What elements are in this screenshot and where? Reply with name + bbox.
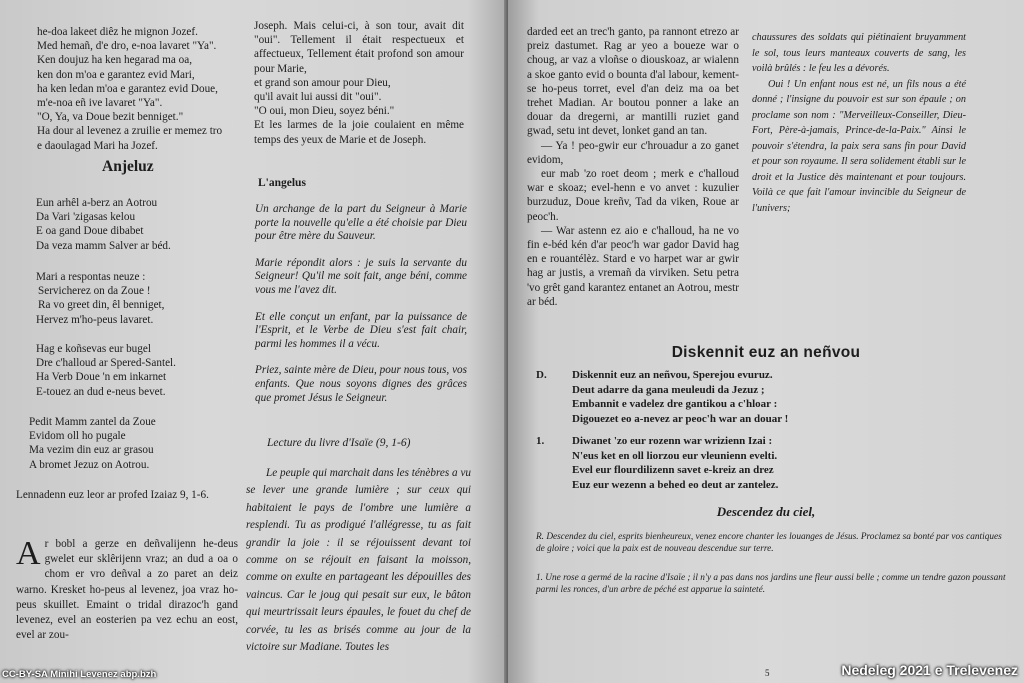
verse-label: 1. bbox=[536, 435, 545, 447]
line: et grand son amour pour Dieu, bbox=[254, 76, 391, 89]
right-page bbox=[508, 0, 1024, 683]
line: he-doa lakeet diêz he mignon Jozef. bbox=[37, 26, 198, 38]
paragraph: chaussures des soldats qui piétinaient bruyamment le sol, tous leurs manteaux couverts de sang, les voilà brûlés : le feu les a dévorés. bbox=[752, 32, 966, 74]
verse-1-french: 1. Une rose a germé de la racine d'Isaïe ; il n'y a pas dans nos jardins une fleur aussi belle ; comme un tendre gazon poussant parmi les ronces, d'un arbre de péché est apparue la sainteté. bbox=[536, 573, 1006, 595]
anjeluz-stanza-3 bbox=[36, 342, 176, 399]
paragraph: — War astenn ez aio e c'halloud, ha ne vo fin e-béd kén d'ar peoc'h war gador David hag en e rouantélèz. Stard e vo harpet war ar gwir hag ar justis, a vremañ da virviken. Setu petra 'vo grêt gand karantez entanet an Aotrou, mestr ar béd. bbox=[527, 224, 739, 308]
intro-lines bbox=[37, 25, 237, 153]
line: Ma vezim din euz ar grasou bbox=[29, 444, 154, 457]
left-column-breton bbox=[37, 25, 237, 153]
line: Evel eur flourdilizenn savet e-kreiz an drez bbox=[572, 464, 774, 477]
verse-label: D. bbox=[536, 369, 547, 381]
line: Diskennit euz an neñvou, Sperejou evuruz. bbox=[572, 369, 773, 381]
paragraph: Priez, sainte mère de Dieu, pour nous tous, vos enfants. Que nous soyons dignes des grâces que promet Jésus le Seigneur. bbox=[255, 364, 467, 404]
song-title-french: Descendez du ciel, bbox=[716, 504, 816, 519]
license-credit: CC-BY-SA Minihi Levenez abp.bzh bbox=[2, 669, 157, 680]
left-column-french-top bbox=[254, 19, 464, 147]
line: e daoulagad Mari ha Jozef. bbox=[37, 139, 158, 152]
paragraph: Et les larmes de la joie coulaient en même temps des yeux de Marie et de Joseph. bbox=[254, 119, 464, 146]
anjeluz-stanza-4 bbox=[29, 415, 156, 472]
reading-text-french: Le peuple qui marchait dans les ténèbres a vu se lever une grande lumière ; sur ceux qui habitaient le pays de l'ombre une lumière a resplendi. Tu as prodigué l'allégresse, tu as fait grandir la joie : il se réjouissent devant toi comme on se réjouit en faisant la moisson, comme on exulte en partageant les dépouilles des vaincus. Car le joug qui pesait sur eux, le bâton qui meurtrissait leurs épaules, le fouet du chef de corvée, tu les as brisés comme au jour de la victoire sur Madiane. Toutes les bbox=[246, 467, 471, 654]
line: Eun arhêl a-berz an Aotrou bbox=[36, 197, 158, 209]
line: A bromet Jezuz on Aotrou. bbox=[29, 458, 150, 471]
angelus-french bbox=[255, 203, 467, 405]
line: Evidom oll ho pugale bbox=[29, 430, 126, 443]
line: E oa gand Doue dibabet bbox=[36, 225, 144, 238]
reading-text-breton bbox=[16, 537, 238, 643]
line: Diwanet 'zo eur rozenn war wrizienn Izai : bbox=[572, 435, 773, 447]
line: N'eus ket en oll liorzou eur vleunienn evelti. bbox=[572, 449, 778, 462]
right-column-breton bbox=[527, 25, 739, 309]
line: "O oui, mon Dieu, soyez béni." bbox=[254, 105, 395, 118]
line: Deut adarre da gana meuleudi da Jezuz ; bbox=[572, 383, 765, 396]
section-heading-anjeluz: Anjeluz bbox=[102, 158, 154, 175]
section-heading-angelus: L'angelus bbox=[258, 177, 306, 189]
verse-lines bbox=[572, 434, 778, 492]
page-number: 5 bbox=[765, 668, 770, 678]
line: Da Vari 'zigasas kelou bbox=[36, 211, 136, 224]
paragraph: eur mab 'zo roet deom ; merk e c'halloud war e skoaz; evel-henn e vo anvet : kuzulier burzuduz, Doue kreñv, Tad da viken, Roue ar peoc'h. bbox=[527, 168, 739, 223]
paragraph: Oui ! Un enfant nous est né, un fils nous a été donné ; l'insigne du pouvoir est sur son épaule ; on proclame son nom : "Merveilleux-Conseiller, Dieu-Fort, Père-à-jamais, Prince-de-la-Paix." Ainsi le pouvoir s'étendra, la paix sera sans fin pour David et pour son royaume. Il sera solidement établi sur le droit et la Justice dès maintenant et pour toujours. Voilà ce que fait l'amour invincible du Seigneur de l'univers; bbox=[752, 78, 966, 214]
reading-intro-breton: Lennadenn euz leor ar profed Izaiaz 9, 1-6. bbox=[16, 489, 209, 501]
line: Euz eur wezenn a behed eo deut ar zantelez. bbox=[572, 478, 779, 491]
right-column-french bbox=[752, 30, 966, 216]
line: ha ken ledan m'oa e garantez evid Doue, bbox=[37, 82, 218, 95]
line: Da veza mamm Salver ar béd. bbox=[36, 239, 171, 252]
refrain-french: R. Descendez du ciel, esprits bienheureux, venez encore chanter les louanges de Jésus. Proclamez sa bonté par vos cantiques de gloire ; voici que la paix est de nouveau descendue sur terre. bbox=[536, 532, 1002, 554]
line: Dre c'halloud ar Spered-Santel. bbox=[36, 357, 176, 370]
paragraph: Un archange de la part du Seigneur à Marie porte la nouvelle qu'elle a été choisie par Dieu pour être mère du Sauveur. bbox=[255, 203, 467, 243]
watermark-caption: Nedeleg 2021 e Trelevenez bbox=[841, 662, 1018, 678]
paragraph: darded eet an trec'h ganto, pa rannont etrezo ar preiz dastumet. Rag ar yeo a boueze war o choug, ar vaz a vloñse o diouskoaz, ar wialenn a skoe ganto evid o bounta d'al labour, kement-se ho-peus torret, evel d'an deiz ma oa bet trehet Madian. Ar boutou ponner a lake an douar da dregerni, ar mantilli ruziet gand gwad, setu int devet, lonket gand an tan. bbox=[527, 26, 739, 138]
line: Pedit Mamm zantel da Zoue bbox=[29, 416, 156, 428]
paragraph: Et elle conçut un enfant, par la puissance de l'Esprit, et le Verbe de Dieu s'est fait chair, parmi les hommes il a vécu. bbox=[255, 310, 467, 350]
drop-cap: A bbox=[16, 535, 41, 572]
line: Hervez m'ho-peus lavaret. bbox=[36, 313, 154, 326]
reading-body: r bobl a gerze en deñvalijenn he-deus gwelet eur sklêrijenn vraz; an dud a oa o chom er vro deñval a zo paret an deiz warno. Kresket ho-peus al levenez, joa vraz ho-peus skuillet. Emaint o tridal dirazoc'h gand levenez, evel an eosterien pa vez echu an eost, evel ar zou- bbox=[16, 538, 238, 642]
anjeluz-stanza-1 bbox=[36, 196, 171, 253]
line: qu'il avait lui aussi dit "oui". bbox=[254, 91, 382, 104]
anjeluz-stanza-2 bbox=[36, 270, 164, 327]
line: m'e-noa eñ ive lavaret "Ya". bbox=[37, 97, 163, 110]
line: Ha Verb Doue 'n em inkarnet bbox=[36, 371, 167, 384]
paragraph: Marie répondit alors : je suis la servante du Seigneur! Qu'il me soit fait, ange béni, comme vous me l'avez dit. bbox=[255, 256, 467, 296]
lines bbox=[254, 76, 464, 119]
reading-heading-french: Lecture du livre d'Isaïe (9, 1-6) bbox=[267, 437, 411, 449]
line: "O, Ya, va Doue bezit benniget." bbox=[37, 111, 184, 124]
line: Servicherez on da Zoue ! bbox=[38, 285, 151, 298]
line: Mari a respontas neuze : bbox=[36, 271, 146, 283]
line: Digouezet eo a-nevez ar peoc'h war an douar ! bbox=[572, 412, 789, 425]
paragraph: — Ya ! peo-gwir eur c'hrouadur a zo ganet evidom, bbox=[527, 139, 739, 166]
line: Ken doujuz ha ken hegarad ma oa, bbox=[37, 54, 193, 67]
line: Med hemañ, d'e dro, e-noa lavaret "Ya". bbox=[37, 40, 217, 53]
line: Ra vo greet din, êl benniget, bbox=[38, 299, 165, 312]
line: Ha dour al levenez a zruilie er memez tro bbox=[37, 125, 223, 138]
line: E-touez an dud e-neus bevet. bbox=[36, 385, 166, 398]
left-page bbox=[0, 0, 508, 683]
line: Embannit e vadelez dre gantikou a c'hloar : bbox=[572, 398, 778, 411]
song-title: Diskennit euz an neñvou bbox=[671, 344, 861, 361]
verse-lines bbox=[572, 368, 788, 426]
line: ken don m'oa e garantez evid Mari, bbox=[37, 68, 195, 81]
paragraph: Joseph. Mais celui-ci, à son tour, avait dit "oui". Tellement il était respectueux et affectueux, Tellement était profond son amour pour Marie, bbox=[254, 20, 464, 75]
line: Hag e koñsevas eur bugel bbox=[36, 343, 151, 355]
